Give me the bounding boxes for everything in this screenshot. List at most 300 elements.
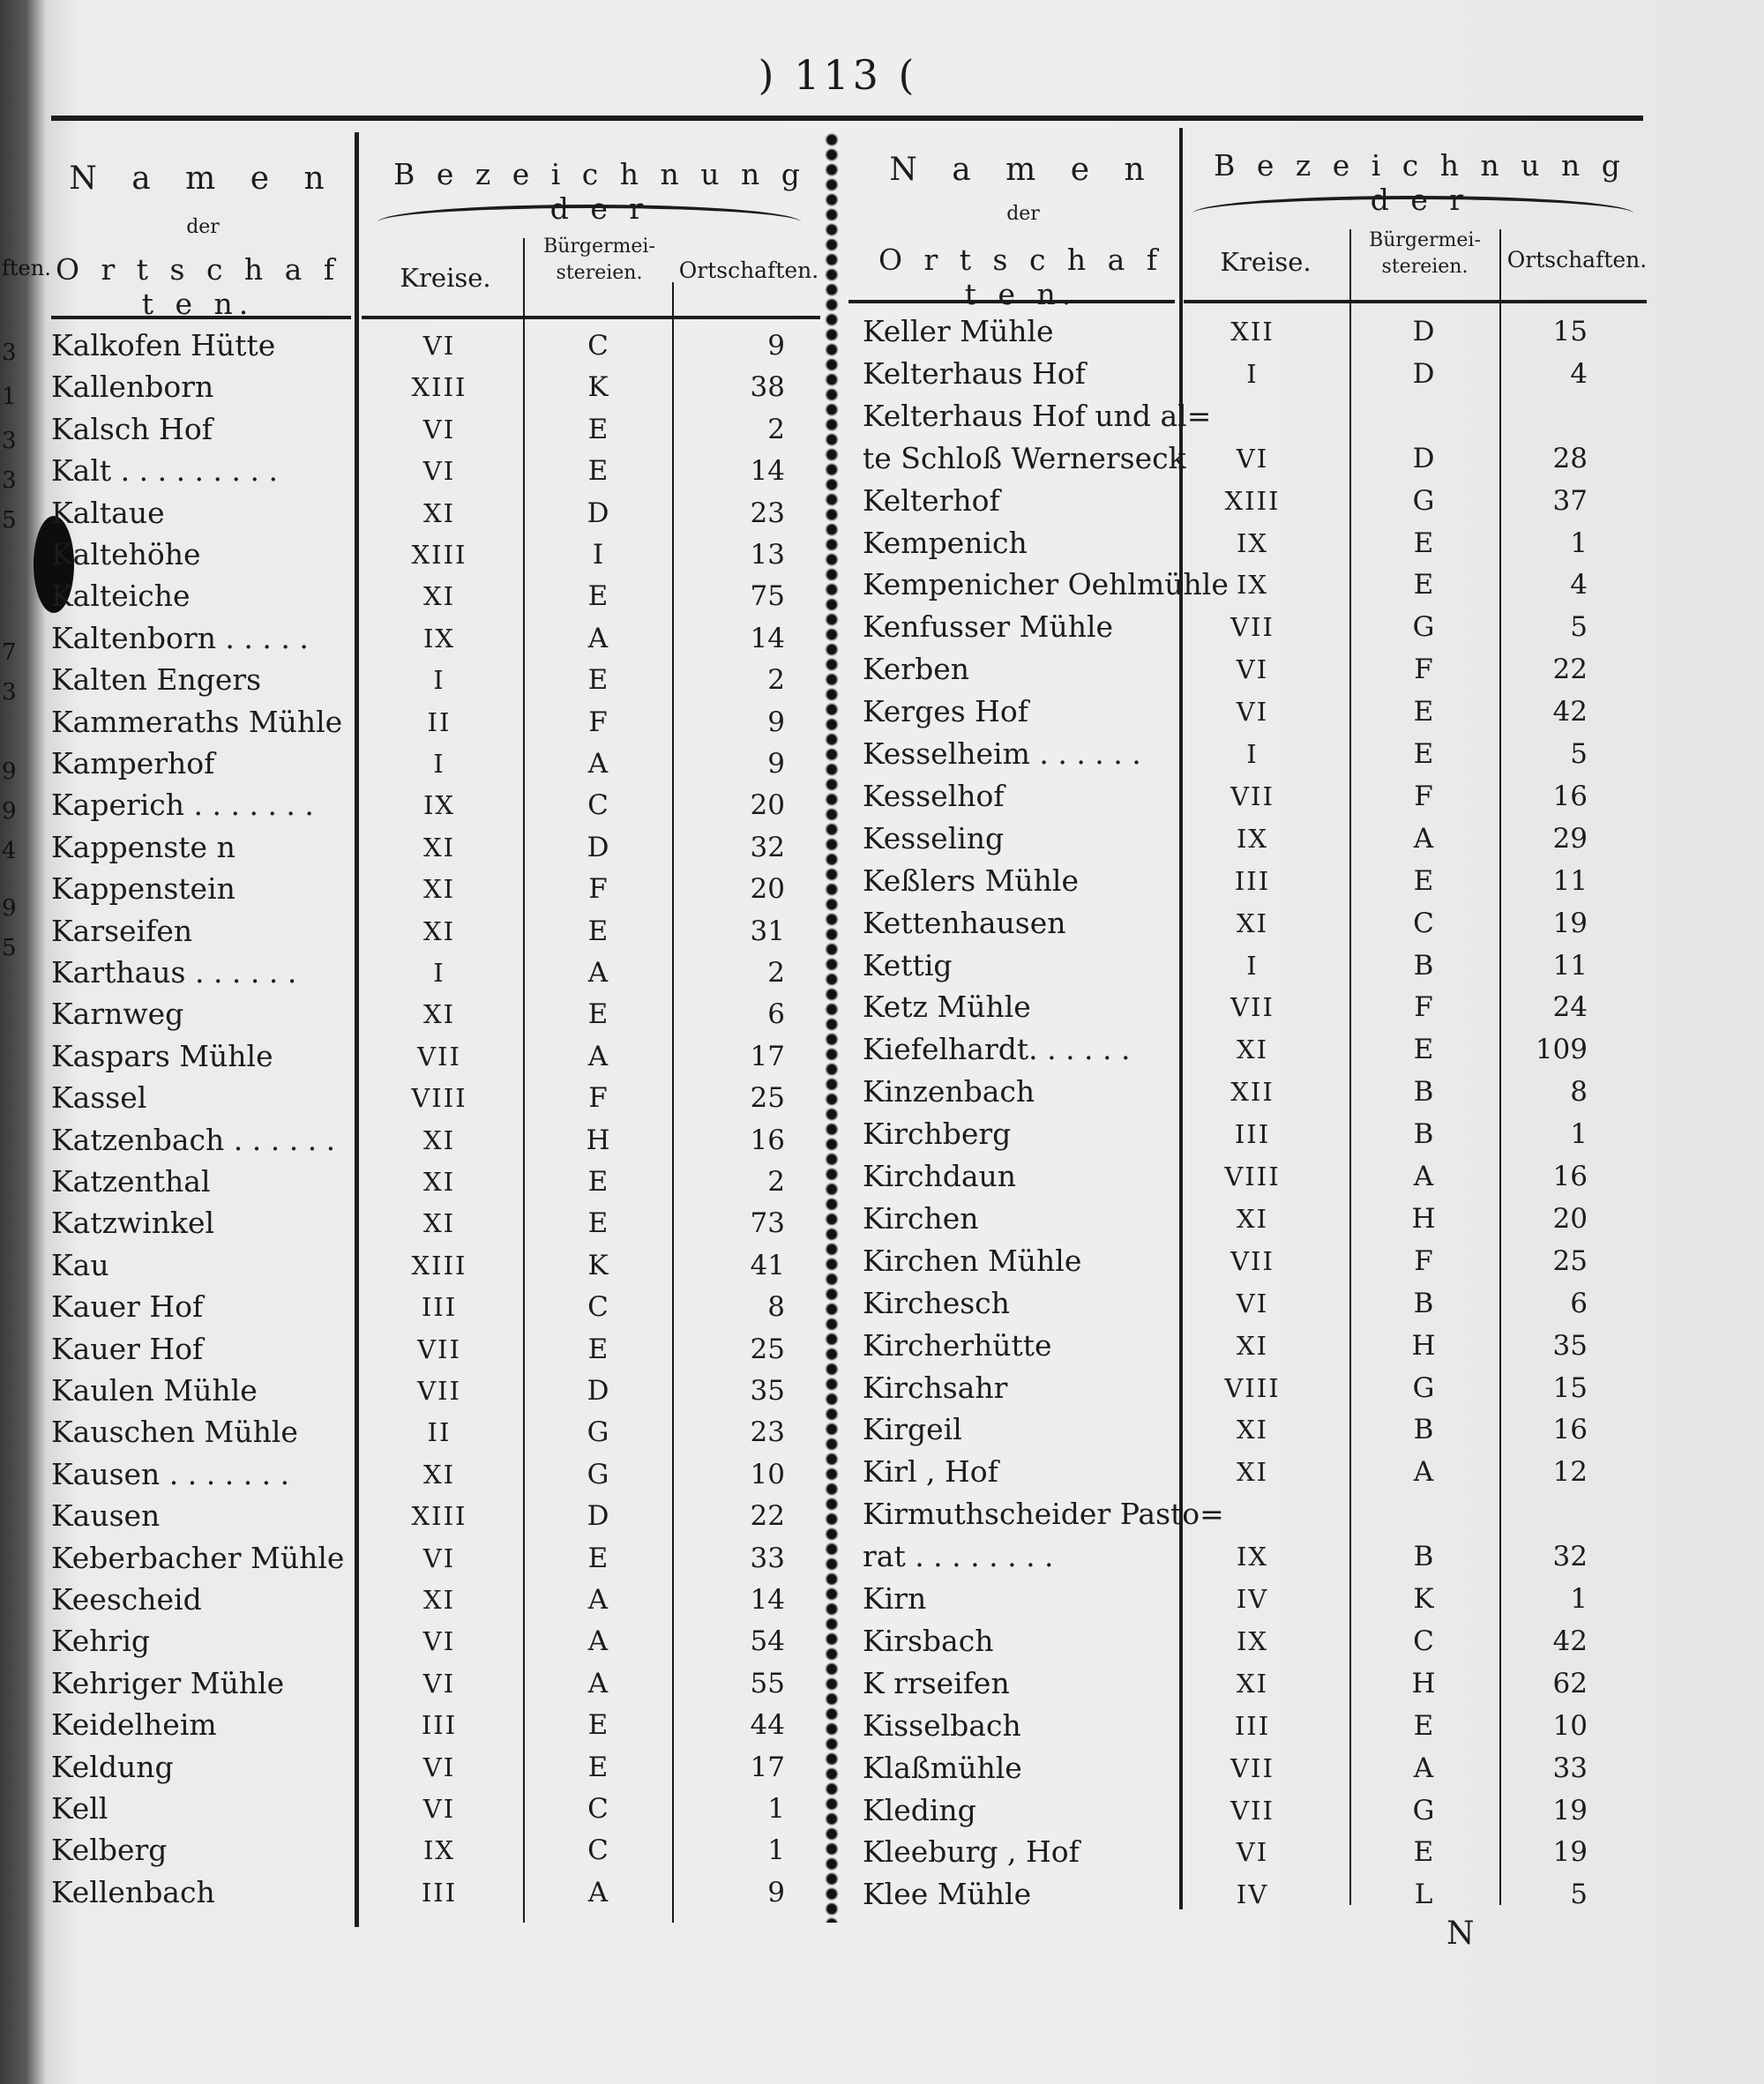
right-kreis-cell: VI: [1236, 1288, 1269, 1318]
left-place-name: Kalteiche: [51, 579, 191, 614]
left-ortschaft-number-cell: 44: [750, 1709, 785, 1742]
left-buergermeisterei-cell: F: [588, 873, 608, 906]
right-table-row: [0, 863, 1764, 899]
left-ortschaft-number-cell: 41: [750, 1249, 785, 1281]
right-place-name: Kettenhausen: [863, 905, 1066, 940]
right-place-name: Kirchen Mühle: [863, 1243, 1082, 1278]
right-kreis-cell: XI: [1236, 1415, 1269, 1445]
left-kreis-cell: XIII: [411, 1501, 467, 1532]
left-kreis-cell: VIII: [411, 1083, 467, 1114]
left-place-name: Kaltaue: [51, 495, 165, 530]
left-place-name: Kamperhof: [51, 746, 215, 781]
right-buergermeisterei-cell: H: [1411, 1329, 1436, 1362]
right-place-name: Kisselbach: [863, 1707, 1021, 1743]
right-kreis-cell: I: [1246, 739, 1259, 769]
right-kreis-cell: IV: [1236, 1584, 1269, 1614]
right-buergermeisterei-cell: B: [1413, 1541, 1434, 1573]
right-ortschaft-number-cell: 11: [1552, 864, 1588, 897]
right-buergermeisterei-cell: E: [1413, 696, 1434, 728]
right-ortschaft-number-cell: 32: [1552, 1541, 1588, 1573]
right-ortschaft-number-cell: 28: [1552, 442, 1588, 474]
right-table-row: [0, 1032, 1764, 1067]
left-place-name: Kalt . . . . . . . . .: [51, 453, 278, 489]
left-buergermeisterei-cell: C: [587, 1793, 609, 1825]
right-table-row: [0, 694, 1764, 729]
right-table-row: [0, 1793, 1764, 1828]
right-place-name: Kelterhof: [863, 482, 1000, 518]
right-buergermeisterei-cell: E: [1413, 864, 1434, 897]
facing-digit: 9: [2, 798, 17, 825]
left-buergermeisterei-cell: K: [587, 371, 609, 404]
right-kreis-cell: III: [1234, 1710, 1271, 1741]
left-kreis-cell: VI: [422, 1542, 456, 1573]
right-ortschaft-number-cell: 1: [1570, 1118, 1588, 1151]
left-place-name: Karthaus . . . . . .: [51, 955, 297, 990]
facing-digit: 3: [2, 340, 17, 366]
left-place-name: Kappenstein: [51, 871, 235, 907]
right-place-name: Kempenicher Oehlmühle: [863, 567, 1229, 602]
right-place-name: Kiefelhardt. . . . . .: [863, 1032, 1131, 1067]
right-ortschaft-number-cell: 19: [1552, 1836, 1588, 1869]
left-place-name: Kauer Hof: [51, 1331, 204, 1366]
left-kreis-cell: VI: [422, 1752, 456, 1782]
left-ortschaft-number-cell: 25: [750, 1082, 785, 1115]
right-kreis-cell: XI: [1236, 1668, 1269, 1699]
left-buergermeisterei-cell: F: [588, 706, 608, 738]
right-kreis-cell: VI: [1236, 654, 1269, 685]
left-ortschaft-number-cell: 31: [750, 915, 785, 947]
right-table-row: [0, 1666, 1764, 1701]
right-ortschaft-number-cell: 37: [1552, 484, 1588, 517]
right-table-row: [0, 1581, 1764, 1617]
left-buergermeisterei-cell: E: [587, 1709, 609, 1742]
left-ortschaft-number-cell: 33: [750, 1542, 785, 1574]
right-table-row: [0, 779, 1764, 814]
facing-digit: 5: [2, 507, 17, 534]
right-buergermeisterei-cell: E: [1413, 1034, 1434, 1066]
right-place-name: Kleeburg , Hof: [863, 1834, 1080, 1870]
left-buergermeisterei-cell: E: [587, 664, 609, 697]
right-buergermeisterei-cell: H: [1411, 1202, 1436, 1235]
right-place-name: Kesselhof: [863, 778, 1005, 813]
left-place-name: Kalten Engers: [51, 662, 262, 698]
right-ortschaft-number-cell: 12: [1552, 1456, 1588, 1489]
right-ortschaft-number-cell: 33: [1552, 1752, 1588, 1784]
left-place-name: Karnweg: [51, 997, 184, 1032]
left-place-name: Karseifen: [51, 913, 193, 948]
right-buergermeisterei-cell: F: [1414, 780, 1433, 812]
left-buergermeisterei-cell: C: [587, 330, 609, 362]
right-table-row: [0, 609, 1764, 645]
left-place-name: Kelberg: [51, 1833, 168, 1868]
right-kreis-cell: IX: [1236, 570, 1269, 601]
left-kreis-cell: XI: [422, 832, 456, 863]
right-kreis-cell: XII: [1230, 1077, 1274, 1108]
left-kreis-cell: I: [433, 665, 445, 696]
right-buergermeisterei-cell: L: [1414, 1879, 1433, 1911]
right-buergermeisterei-cell: A: [1413, 1456, 1434, 1489]
left-kreis-cell: I: [433, 958, 445, 988]
right-header-bezeichnung: B e z e i c h n u n g d e r: [1214, 148, 1626, 217]
left-place-name: Kauer Hof: [51, 1289, 204, 1325]
left-place-name: Kaperich . . . . . . .: [51, 788, 314, 823]
left-place-name: Kaltehöhe: [51, 537, 201, 571]
left-header-bezeichnung: B e z e i c h n u n g d e r: [393, 157, 806, 226]
left-buergermeisterei-cell: D: [587, 831, 609, 863]
right-header-kreise: Kreise.: [1220, 247, 1312, 277]
right-kreis-cell: VII: [1230, 1245, 1274, 1276]
left-buergermeisterei-cell: D: [587, 1500, 609, 1533]
catchword: N: [1446, 1916, 1475, 1952]
left-buergermeisterei-cell: C: [587, 789, 609, 822]
right-place-name: Kelterhaus Hof und al=: [863, 398, 1212, 433]
left-kreis-cell: VI: [422, 414, 456, 444]
left-kreis-cell: VII: [417, 1333, 461, 1364]
left-header-ortschaften: O r t s c h a f t e n.: [55, 252, 341, 321]
right-buergermeisterei-cell: A: [1413, 1161, 1434, 1192]
right-place-name: Kerben: [863, 652, 969, 687]
left-buergermeisterei-cell: A: [587, 1625, 609, 1658]
right-kreis-cell: VII: [1230, 1795, 1274, 1826]
right-ortschaft-number-cell: 5: [1570, 1879, 1588, 1911]
left-ortschaft-number-cell: 14: [750, 455, 785, 488]
right-place-name: Kleding: [863, 1792, 976, 1827]
right-ortschaft-number-cell: 22: [1552, 654, 1588, 686]
right-kreis-cell: VII: [1230, 992, 1274, 1023]
facing-digit: 9: [2, 758, 17, 785]
left-place-name: Kehriger Mühle: [51, 1665, 285, 1700]
left-buergermeisterei-cell: I: [592, 539, 604, 571]
left-kreis-cell: III: [421, 1877, 458, 1908]
left-buergermeisterei-cell: C: [587, 1291, 609, 1324]
left-ortschaft-number-cell: 2: [767, 664, 785, 697]
right-table-row: [0, 1286, 1764, 1321]
right-table-row: [0, 652, 1764, 687]
right-buergermeisterei-cell: D: [1412, 442, 1435, 474]
left-buergermeisterei-cell: E: [587, 998, 609, 1031]
right-kreis-cell: IX: [1236, 823, 1269, 854]
left-kreis-cell: XIII: [411, 540, 467, 570]
right-table-row: [0, 1454, 1764, 1490]
right-ortschaft-number-cell: 1: [1570, 1583, 1588, 1615]
left-ortschaft-number-cell: 2: [767, 413, 785, 445]
left-place-name: Kappenste n: [51, 829, 235, 864]
left-header-der: der: [186, 216, 220, 238]
right-ortschaft-number-cell: 11: [1552, 949, 1588, 982]
left-kreis-cell: IX: [422, 1835, 456, 1866]
left-ortschaft-number-cell: 38: [750, 371, 785, 404]
right-place-name: Klaßmühle: [863, 1750, 1022, 1785]
left-kreis-cell: VII: [417, 1041, 461, 1072]
right-kreis-cell: III: [1234, 1119, 1271, 1150]
right-place-name: Kirchen: [863, 1200, 979, 1236]
left-place-name: Katzenbach . . . . . .: [51, 1122, 336, 1157]
right-table-row: [0, 736, 1764, 772]
left-ortschaft-number-cell: 23: [750, 1416, 785, 1449]
left-place-name: Keldung: [51, 1749, 174, 1784]
right-kreis-cell: VI: [1236, 443, 1269, 474]
right-buergermeisterei-cell: G: [1412, 1794, 1435, 1826]
right-place-name: Kesselheim . . . . . .: [863, 736, 1141, 771]
right-place-name: Kesseling: [863, 820, 1005, 855]
right-ortschaft-number-cell: 15: [1552, 1371, 1588, 1404]
right-ortschaft-number-cell: 109: [1535, 1034, 1588, 1066]
right-kreis-cell: VII: [1230, 1752, 1274, 1783]
left-buergermeisterei-cell: A: [587, 748, 609, 780]
right-place-name: Kirmuthscheider Pasto=: [863, 1497, 1224, 1532]
right-place-name: Kettig: [863, 947, 953, 982]
left-buergermeisterei-cell: E: [587, 1751, 609, 1783]
left-ortschaft-number-cell: 2: [767, 957, 785, 989]
left-buergermeisterei-cell: K: [587, 1249, 609, 1281]
right-kreis-cell: III: [1234, 865, 1271, 896]
left-ortschaft-number-cell: 54: [750, 1625, 785, 1658]
right-place-name: Kenfusser Mühle: [863, 609, 1114, 645]
right-place-name: rat . . . . . . . .: [863, 1539, 1054, 1574]
right-buergermeisterei-cell: B: [1413, 1414, 1434, 1446]
right-ortschaft-number-cell: 4: [1570, 357, 1588, 390]
right-buergermeisterei-cell: G: [1412, 611, 1435, 644]
right-ortschaft-number-cell: 10: [1552, 1709, 1588, 1742]
right-table-row: [0, 906, 1764, 941]
right-table-row: [0, 948, 1764, 983]
right-place-name: Keßlers Mühle: [863, 863, 1080, 898]
left-kreis-cell: VI: [422, 456, 456, 487]
right-ortschaft-number-cell: 35: [1552, 1329, 1588, 1362]
right-kreis-cell: IX: [1236, 527, 1269, 558]
page-number: ) 113 (: [758, 51, 918, 99]
left-buergermeisterei-cell: E: [587, 1207, 609, 1240]
left-buergermeisterei-cell: A: [587, 1876, 609, 1908]
left-kreis-cell: XI: [422, 497, 456, 528]
left-kreis-cell: XI: [422, 1585, 456, 1615]
left-buergermeisterei-cell: A: [587, 1667, 609, 1699]
right-buergermeisterei-cell: B: [1413, 949, 1434, 982]
left-kreis-cell: XIII: [411, 372, 467, 403]
left-kreis-cell: I: [433, 749, 445, 779]
left-buergermeisterei-cell: E: [587, 413, 609, 445]
facing-digit: 1: [2, 384, 17, 410]
right-place-name: Keller Mühle: [863, 314, 1054, 348]
left-place-name: Keescheid: [51, 1582, 202, 1617]
left-kreis-cell: XIII: [411, 1250, 467, 1281]
right-place-name: te Schloß Wernerseck: [863, 440, 1186, 475]
right-table-row: [0, 441, 1764, 476]
left-kreis-cell: XI: [422, 1459, 456, 1490]
right-table-row: [0, 1328, 1764, 1363]
right-table-row: [0, 1497, 1764, 1532]
left-buergermeisterei-cell: A: [587, 957, 609, 989]
left-kreis-cell: II: [427, 706, 452, 737]
right-ortschaft-number-cell: 62: [1552, 1667, 1588, 1699]
right-table-row: [0, 1834, 1764, 1870]
left-header-namen: N a m e n: [69, 161, 337, 197]
right-table-row: [0, 1751, 1764, 1786]
right-buergermeisterei-cell: E: [1413, 1836, 1434, 1869]
left-kreis-cell: XI: [422, 1124, 456, 1155]
left-place-name: Kausen: [51, 1498, 161, 1534]
right-kreis-cell: IX: [1236, 1542, 1269, 1572]
left-buergermeisterei-cell: E: [587, 1542, 609, 1574]
left-place-name: Kaspars Mühle: [51, 1038, 273, 1073]
right-table-row: [0, 1412, 1764, 1447]
left-kreis-cell: VI: [422, 1668, 456, 1699]
left-buergermeisterei-cell: C: [587, 1834, 609, 1867]
right-kreis-cell: IV: [1236, 1879, 1269, 1910]
left-kreis-cell: III: [421, 1292, 458, 1323]
right-header-der: der: [1006, 203, 1040, 225]
right-table-row: [0, 1624, 1764, 1659]
left-ortschaft-number-cell: 73: [750, 1207, 785, 1240]
right-table-row: [0, 1201, 1764, 1236]
left-kreis-cell: IX: [422, 623, 456, 654]
left-ortschaft-number-cell: 55: [750, 1667, 785, 1699]
left-place-name: Kassel: [51, 1080, 147, 1116]
left-buergermeisterei-cell: E: [587, 1333, 609, 1365]
left-buergermeisterei-cell: D: [587, 497, 609, 529]
right-place-name: Kircherhütte: [863, 1327, 1052, 1363]
left-ortschaft-number-cell: 6: [767, 998, 785, 1031]
right-table-row: [0, 1708, 1764, 1744]
right-ortschaft-number-cell: 19: [1552, 907, 1588, 939]
left-ortschaft-number-cell: 16: [750, 1124, 785, 1156]
right-ortschaft-number-cell: 16: [1552, 1414, 1588, 1446]
right-buergermeisterei-cell: G: [1412, 1371, 1435, 1404]
right-buergermeisterei-cell: G: [1412, 484, 1435, 517]
right-place-name: Kirchesch: [863, 1285, 1010, 1320]
right-buergermeisterei-cell: D: [1412, 357, 1435, 390]
left-header-kreise: Kreise.: [400, 263, 491, 293]
left-place-name: Kammeraths Mühle: [51, 704, 343, 739]
left-buergermeisterei-cell: A: [587, 1584, 609, 1616]
left-buergermeisterei-cell: H: [586, 1124, 610, 1156]
left-ortschaft-number-cell: 25: [750, 1333, 785, 1365]
left-buergermeisterei-cell: F: [588, 1082, 608, 1115]
right-place-name: Kelterhaus Hof: [863, 355, 1086, 391]
right-place-name: Kirn: [863, 1581, 927, 1616]
left-header-buergermeistereien-line1: Bürgermei-: [543, 235, 655, 258]
right-table-row: [0, 1074, 1764, 1109]
right-kreis-cell: VI: [1236, 1837, 1269, 1868]
right-header-buergermeistereien-line1: Bürgermei-: [1369, 229, 1481, 251]
right-ortschaft-number-cell: 20: [1552, 1202, 1588, 1235]
right-table-row: [0, 1244, 1764, 1279]
right-table-row: [0, 1159, 1764, 1194]
left-ortschaft-number-cell: 20: [750, 873, 785, 906]
right-place-name: Kirgeil: [863, 1412, 962, 1447]
right-buergermeisterei-cell: C: [1413, 1625, 1434, 1657]
left-place-name: Kausen . . . . . . .: [51, 1456, 290, 1491]
right-table-row: [0, 1874, 1764, 1912]
left-buergermeisterei-cell: A: [587, 622, 609, 654]
right-table-row: [0, 567, 1764, 602]
facing-digit: 4: [2, 838, 17, 864]
left-buergermeisterei-cell: E: [587, 915, 609, 947]
left-place-name: Kehrig: [51, 1624, 151, 1659]
left-place-name: Kau: [51, 1247, 109, 1282]
right-buergermeisterei-cell: F: [1414, 654, 1433, 686]
right-kreis-cell: XI: [1236, 908, 1269, 938]
right-place-name: Kirsbach: [863, 1623, 994, 1658]
facing-digit: 9: [2, 895, 17, 922]
facing-digit: 7: [2, 639, 17, 666]
right-ortschaft-number-cell: 4: [1570, 569, 1588, 601]
left-ortschaft-number-cell: 23: [750, 497, 785, 529]
right-buergermeisterei-cell: A: [1413, 822, 1434, 855]
right-place-name: Kerges Hof: [863, 694, 1029, 729]
right-kreis-cell: I: [1246, 358, 1259, 389]
right-kreis-cell: VIII: [1224, 1372, 1281, 1403]
right-buergermeisterei-cell: B: [1413, 1287, 1434, 1319]
right-kreis-cell: I: [1246, 950, 1259, 981]
left-place-name: Keberbacher Mühle: [51, 1540, 345, 1575]
left-place-name: Kalsch Hof: [51, 411, 213, 446]
right-table-row: [0, 483, 1764, 519]
right-buergermeisterei-cell: B: [1413, 1076, 1434, 1109]
left-ortschaft-number-cell: 1: [767, 1834, 785, 1867]
right-kreis-cell: XI: [1236, 1203, 1269, 1234]
left-kreis-cell: VI: [422, 1626, 456, 1657]
left-place-name: Keidelheim: [51, 1707, 217, 1743]
left-header-buergermeistereien-line2: stereien.: [556, 262, 643, 284]
left-ortschaft-number-cell: 35: [750, 1375, 785, 1407]
right-place-name: Kirl , Hof: [863, 1454, 998, 1490]
right-buergermeisterei-cell: F: [1414, 991, 1433, 1024]
right-place-name: Kinzenbach: [863, 1074, 1035, 1109]
left-kreis-cell: XI: [422, 874, 456, 905]
right-kreis-cell: XIII: [1224, 485, 1281, 516]
left-place-name: Kallenborn: [51, 370, 214, 405]
left-kreis-cell: XI: [422, 1167, 456, 1197]
right-table-row: [0, 356, 1764, 392]
left-ortschaft-number-cell: 9: [767, 1876, 785, 1908]
right-table-row: [0, 399, 1764, 434]
right-place-name: Ketz Mühle: [863, 990, 1031, 1025]
left-place-name: Kaulen Mühle: [51, 1373, 258, 1408]
right-ortschaft-number-cell: 5: [1570, 611, 1588, 644]
left-ortschaft-number-cell: 9: [767, 748, 785, 780]
left-ortschaft-number-cell: 1: [767, 1793, 785, 1825]
right-ortschaft-number-cell: 6: [1570, 1287, 1588, 1319]
facing-header-fragment: ften.: [2, 256, 51, 280]
left-ortschaft-number-cell: 20: [750, 789, 785, 822]
right-ortschaft-number-cell: 24: [1552, 991, 1588, 1024]
right-ortschaft-number-cell: 42: [1552, 1625, 1588, 1657]
right-place-name: K rrseifen: [863, 1665, 1010, 1700]
right-buergermeisterei-cell: E: [1413, 738, 1434, 770]
right-buergermeisterei-cell: F: [1414, 1244, 1433, 1277]
right-ortschaft-number-cell: 25: [1552, 1244, 1588, 1277]
right-kreis-cell: XI: [1236, 1457, 1269, 1488]
left-header-ortschaften-col: Ortschaften.: [678, 258, 819, 283]
right-ortschaft-number-cell: 16: [1552, 780, 1588, 812]
right-table-row: [0, 314, 1764, 349]
right-header-buergermeistereien-line2: stereien.: [1381, 256, 1469, 278]
right-header-namen: N a m e n: [889, 152, 1157, 188]
right-table-row: [0, 1117, 1764, 1152]
left-buergermeisterei-cell: A: [587, 1040, 609, 1072]
right-kreis-cell: XI: [1236, 1035, 1269, 1065]
right-ortschaft-number-cell: 1: [1570, 527, 1588, 559]
left-ortschaft-number-cell: 9: [767, 330, 785, 362]
right-table-row: [0, 526, 1764, 561]
left-kreis-cell: XI: [422, 1208, 456, 1239]
right-kreis-cell: VII: [1230, 612, 1274, 643]
right-place-name: Klee Mühle: [863, 1877, 1032, 1912]
left-kreis-cell: XI: [422, 581, 456, 612]
right-place-name: Kirchsahr: [863, 1370, 1008, 1405]
left-buergermeisterei-cell: E: [587, 580, 609, 613]
